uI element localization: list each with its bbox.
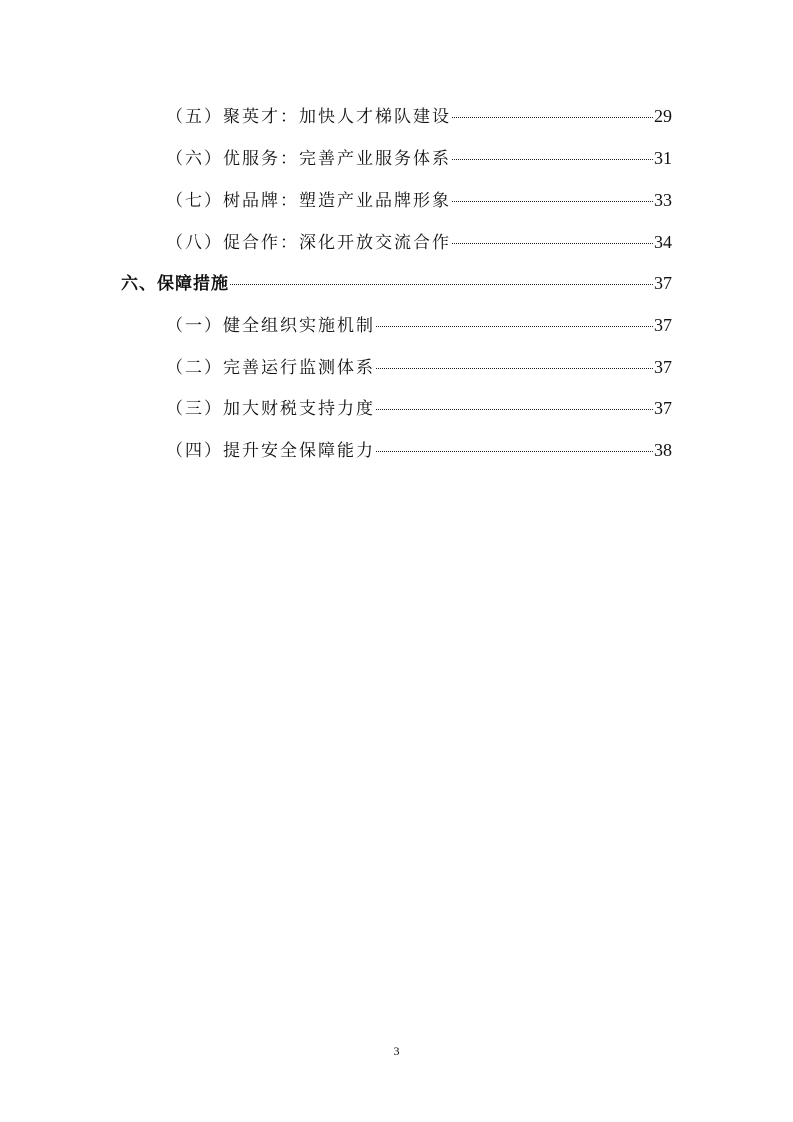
toc-entry-title: （八）促合作：深化开放交流合作 — [166, 233, 451, 253]
toc-entry[interactable] — [166, 355, 672, 379]
dot-leader — [452, 243, 653, 244]
toc-entry-page: 29 — [654, 106, 672, 126]
toc-entry-title: 六、保障措施 — [121, 274, 229, 294]
toc-entry[interactable] — [166, 104, 672, 128]
dot-leader — [230, 284, 653, 285]
toc-entry-page: 37 — [654, 273, 672, 293]
toc-entry-page: 37 — [654, 398, 672, 418]
dot-leader — [452, 201, 653, 202]
toc-entry-page: 31 — [654, 148, 672, 168]
toc-entry-title: （四）提升安全保障能力 — [166, 441, 375, 461]
dot-leader — [452, 117, 653, 118]
toc-entry[interactable] — [166, 313, 672, 337]
toc-entry[interactable] — [166, 396, 672, 420]
toc-entry-title: （二）完善运行监测体系 — [166, 358, 375, 378]
dot-leader — [376, 368, 653, 369]
toc-entry-title: （三）加大财税支持力度 — [166, 399, 375, 419]
toc-entry-page: 37 — [654, 357, 672, 377]
dot-leader — [376, 409, 653, 410]
page-number: 3 — [393, 1044, 400, 1058]
toc-entry-page: 33 — [654, 190, 672, 210]
toc-entry-page: 38 — [654, 440, 672, 460]
toc-entry-title: （七）树品牌：塑造产业品牌形象 — [166, 191, 451, 211]
toc-entry[interactable] — [166, 146, 672, 170]
toc-entry-title: （六）优服务：完善产业服务体系 — [166, 149, 451, 169]
toc-entry-title: （五）聚英才：加快人才梯队建设 — [166, 107, 451, 127]
toc-entry-page: 34 — [654, 232, 672, 252]
toc-entry[interactable] — [166, 230, 672, 254]
dot-leader — [376, 326, 653, 327]
toc-section-heading[interactable] — [121, 271, 672, 295]
dot-leader — [376, 451, 653, 452]
toc-entry[interactable] — [166, 438, 672, 462]
dot-leader — [452, 159, 653, 160]
toc-entry-title: （一）健全组织实施机制 — [166, 316, 375, 336]
toc-entry-page: 37 — [654, 315, 672, 335]
toc-entry[interactable] — [166, 188, 672, 212]
